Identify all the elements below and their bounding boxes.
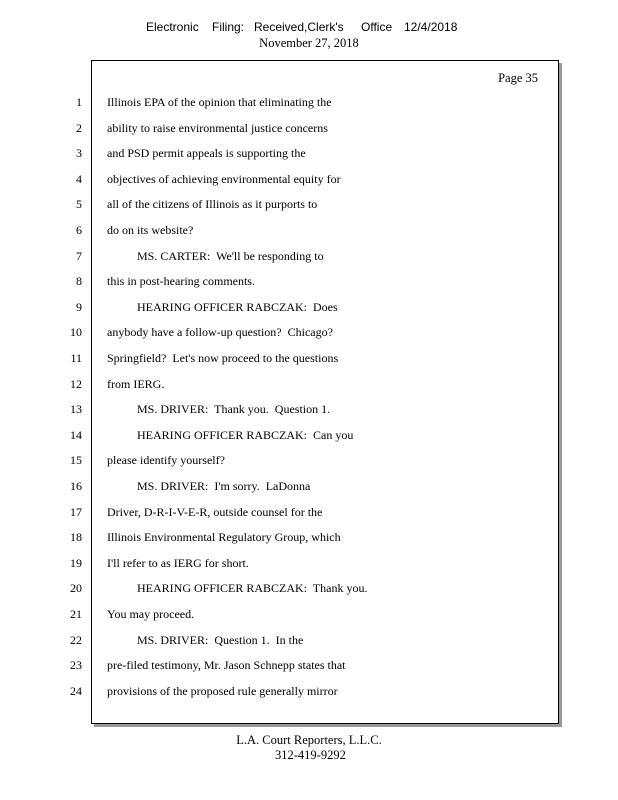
line-text: provisions of the proposed rule generally mirror xyxy=(107,683,338,698)
line-number: 3 xyxy=(76,146,82,161)
line-text: Driver, D-R-I-V-E-R, outside counsel for the xyxy=(107,504,323,519)
line-text: anybody have a follow-up question? Chicago? xyxy=(107,325,333,340)
footer-company: L.A. Court Reporters, L.L.C. xyxy=(236,733,382,747)
line-text: and PSD permit appeals is supporting the xyxy=(107,146,306,161)
line-number: 16 xyxy=(70,479,82,493)
line-number: 7 xyxy=(76,248,82,263)
line-number: 20 xyxy=(70,581,82,596)
footer-phone: 312-419-9292 xyxy=(275,748,346,762)
line-text: do on its website? xyxy=(107,223,194,237)
line-number: 18 xyxy=(70,530,82,545)
line-number: 2 xyxy=(76,120,82,135)
line-number: 6 xyxy=(76,223,82,237)
stamp-electronic: Electronic xyxy=(146,20,199,34)
line-number: 24 xyxy=(70,683,82,698)
line-text: MS. DRIVER: I'm sorry. LaDonna xyxy=(107,479,311,493)
line-text: MS. CARTER: We'll be responding to xyxy=(107,248,324,263)
line-text: I'll refer to as IERG for short. xyxy=(107,555,249,570)
stamp-received: Received,Clerk's xyxy=(254,20,344,34)
line-text: pre-filed testimony, Mr. Jason Schnepp states that xyxy=(107,658,346,673)
line-text: objectives of achieving environmental equity for xyxy=(107,171,341,186)
line-text: Illinois Environmental Regulatory Group, which xyxy=(107,530,341,545)
line-number: 8 xyxy=(76,274,82,289)
line-number: 11 xyxy=(70,351,82,365)
line-number: 4 xyxy=(76,171,82,186)
line-number: 5 xyxy=(76,197,82,212)
line-number: 10 xyxy=(70,325,82,340)
line-text: this in post-hearing comments. xyxy=(107,274,255,289)
page-number: Page 35 xyxy=(498,71,538,85)
line-number: 21 xyxy=(70,607,82,621)
line-number: 9 xyxy=(76,299,82,314)
stamp-filing: Filing: xyxy=(212,20,245,34)
line-text: MS. DRIVER: Question 1. In the xyxy=(107,632,304,647)
line-number: 13 xyxy=(70,402,82,417)
line-text: from IERG. xyxy=(107,376,165,391)
line-text: Springfield? Let's now proceed to the questions xyxy=(107,351,339,365)
line-number: 12 xyxy=(70,376,82,391)
line-number: 19 xyxy=(70,555,82,570)
line-text: HEARING OFFICER RABCZAK: Thank you. xyxy=(107,581,368,596)
line-number: 23 xyxy=(70,658,82,673)
stamp-office: Office xyxy=(361,20,393,34)
line-text: ability to raise environmental justice concerns xyxy=(107,120,328,135)
line-text: please identify yourself? xyxy=(107,453,225,468)
line-number: 14 xyxy=(70,427,82,442)
hearing-date: November 27, 2018 xyxy=(259,36,359,50)
line-text: HEARING OFFICER RABCZAK: Does xyxy=(107,299,338,314)
stamp-date: 12/4/2018 xyxy=(404,20,458,34)
line-number: 17 xyxy=(70,504,82,519)
line-number: 22 xyxy=(70,632,82,647)
line-text: MS. DRIVER: Thank you. Question 1. xyxy=(107,402,331,417)
line-text: Illinois EPA of the opinion that eliminating the xyxy=(107,95,332,109)
line-text: HEARING OFFICER RABCZAK: Can you xyxy=(107,427,354,442)
line-number: 1 xyxy=(76,95,82,109)
line-number: 15 xyxy=(70,453,82,468)
line-text: all of the citizens of Illinois as it purports to xyxy=(107,197,318,212)
line-text: You may proceed. xyxy=(107,607,195,621)
